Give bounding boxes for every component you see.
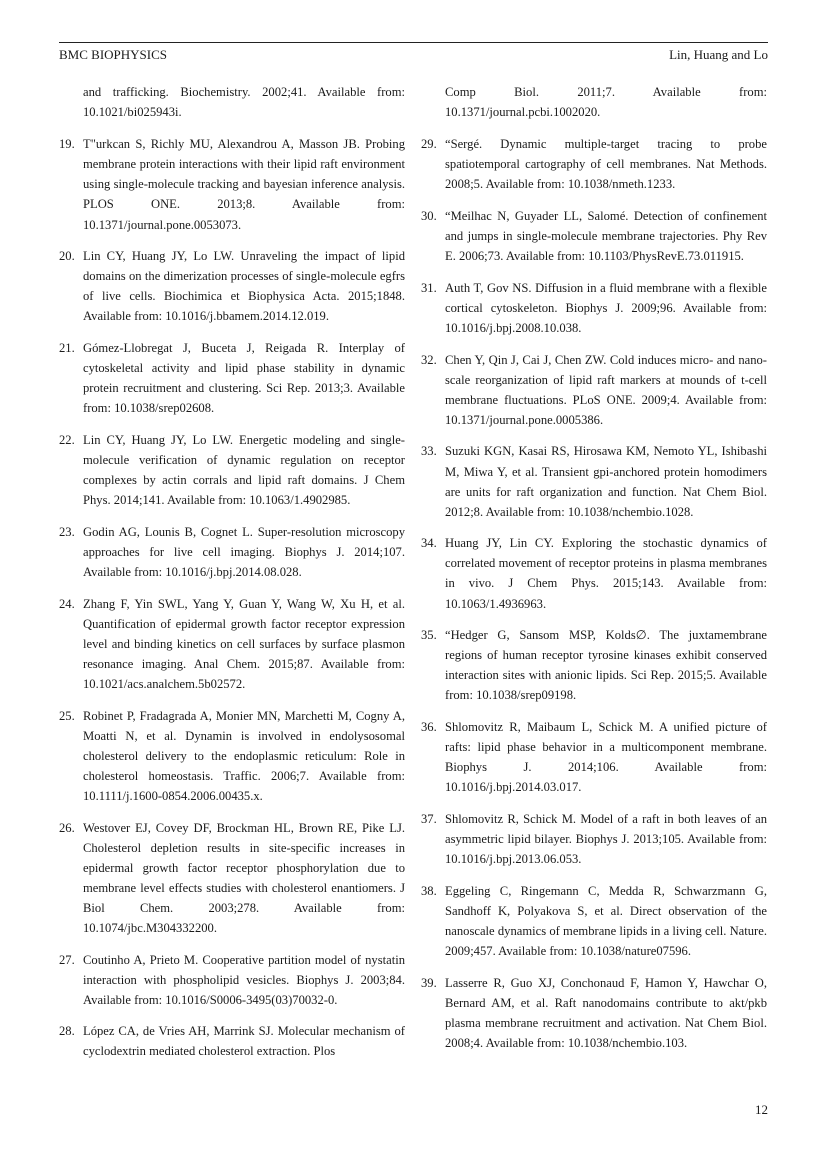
reference-entry bbox=[59, 246, 405, 326]
reference-number: 24. bbox=[59, 596, 75, 611]
reference-text: Suzuki KGN, Kasai RS, Hirosawa KM, Nemoto YL, Ishibashi M, Miwa Y, et al. Transient gpi-anchored protein homodimers are units for raft organization and function. Nat Chem Biol. 2012;8. Available from: 10.1038/nchembio.1028. bbox=[445, 444, 767, 519]
running-header bbox=[59, 47, 768, 63]
reference-number: 20. bbox=[59, 249, 75, 264]
reference-number: 34. bbox=[421, 536, 437, 551]
reference-number: 30. bbox=[421, 208, 437, 223]
reference-number: 19. bbox=[59, 137, 75, 152]
reference-entry bbox=[421, 717, 767, 797]
reference-entry bbox=[421, 441, 767, 521]
reference-text: Robinet P, Fradagrada A, Monier MN, Marchetti M, Cogny A, Moatti N, et al. Dynamin is involved in endolysosomal cholesterol delivery to the endoplasmic reticulum: Role in cholesterol homeostasis. Traffic. 2006;7. Available from: 10.1111/j.1600-0854.2006.00435.x. bbox=[83, 708, 405, 803]
reference-text: Lin CY, Huang JY, Lo LW. Energetic modeling and single-molecule verification of dynamic regulation on receptor complexes by actin corrals and lipid raft domains. J Chem Phys. 2014;141. Available from: 10.1063/1.4902985. bbox=[83, 432, 405, 508]
reference-entry bbox=[421, 82, 767, 122]
reference-number: 37. bbox=[421, 811, 437, 826]
reference-entry bbox=[59, 706, 405, 806]
reference-text: Coutinho A, Prieto M. Cooperative partition model of nystatin interaction with phospholipid vesicles. Biophys J. 2003;84. Available from: 10.1016/S0006-3495(03)70032-0. bbox=[83, 952, 405, 1007]
reference-entry bbox=[59, 950, 405, 1010]
reference-entry bbox=[421, 350, 767, 430]
reference-number: 31. bbox=[421, 280, 437, 295]
reference-entry bbox=[59, 82, 405, 122]
reference-number: 22. bbox=[59, 432, 75, 447]
reference-text: Eggeling C, Ringemann C, Medda R, Schwarzmann G, Sandhoff K, Polyakova S, et al. Direct observation of the nanoscale dynamics of membrane lipids in a living cell. Nature. 2009;457. Available from: 10.1038/nature07596. bbox=[445, 883, 767, 958]
reference-entry bbox=[421, 206, 767, 266]
reference-number: 39. bbox=[421, 975, 437, 990]
reference-number: 27. bbox=[59, 952, 75, 967]
reference-entry bbox=[421, 625, 767, 705]
reference-entry bbox=[421, 809, 767, 869]
reference-entry bbox=[421, 533, 767, 613]
page-number: 12 bbox=[755, 1102, 768, 1117]
reference-number: 21. bbox=[59, 341, 75, 356]
reference-number: 32. bbox=[421, 352, 437, 367]
reference-entry bbox=[421, 278, 767, 338]
reference-text: Lin CY, Huang JY, Lo LW. Unraveling the impact of lipid domains on the dimerization processes of single-molecule egfrs of live cells. Biochimica et Biophysica Acta. 2015;1848. Available from: 10.1016/j.bbamem.2014.12.019. bbox=[83, 249, 405, 324]
reference-number: 36. bbox=[421, 720, 437, 735]
reference-number: 23. bbox=[59, 524, 75, 539]
reference-entry bbox=[59, 338, 405, 418]
reference-text: Lasserre R, Guo XJ, Conchonaud F, Hamon Y, Hawchar O, Bernard AM, et al. Raft nanodomains contribute to akt/pkb plasma membrane recruitment and activation. Nat Chem Biol. 2008;4. Available from: 10.1038/nchembio.103. bbox=[445, 975, 767, 1050]
reference-entry bbox=[421, 134, 767, 194]
reference-text: “Sergé. Dynamic multiple-target tracing to probe spatiotemporal cartography of cell membranes. Nat Methods. 2008;5. Available from: 10.1038/nmeth.1233. bbox=[445, 137, 767, 192]
reference-text: Huang JY, Lin CY. Exploring the stochastic dynamics of correlated movement of receptor proteins in plasma membranes in vivo. J Chem Phys. 2015;143. Available from: 10.1063/1.4936963. bbox=[445, 536, 767, 611]
reference-text: Godin AG, Lounis B, Cognet L. Super-resolution microscopy approaches for live cell imaging. Biophys J. 2014;107. Available from: 10.1016/j.bpj.2014.08.028. bbox=[83, 524, 405, 579]
reference-text: Chen Y, Qin J, Cai J, Chen ZW. Cold induces micro- and nano-scale reorganization of lipid raft markers at mounds of t-cell membrane fluctuations. PLoS ONE. 2009;4. Available from: 10.1371/journal.pone.0005386. bbox=[445, 352, 767, 427]
reference-entry bbox=[59, 522, 405, 582]
reference-text: Shlomovitz R, Schick M. Model of a raft in both leaves of an asymmetric lipid bilayer. Biophys J. 2013;105. Available from: 10.1016/j.bpj.2013.06.053. bbox=[445, 811, 767, 867]
reference-entry bbox=[59, 818, 405, 939]
reference-text: “Hedger G, Sansom MSP, Kolds∅. The juxtamembrane regions of human receptor tyrosine kinases exhibit conserved interaction sites with anionic lipids. Sci Rep. 2015;5. Available from: 10.1038/srep09198. bbox=[445, 628, 767, 703]
reference-number: 35. bbox=[421, 628, 437, 643]
running-authors: Lin, Huang and Lo bbox=[669, 47, 768, 62]
reference-text: Gómez-Llobregat J, Buceta J, Reigada R. Interplay of cytoskeletal activity and lipid phase stability in dynamic protein recruitment and clustering. Sci Rep. 2013;3. Available from: 10.1038/srep02608. bbox=[83, 341, 405, 416]
reference-entry bbox=[421, 973, 767, 1053]
reference-text: T"urkcan S, Richly MU, Alexandrou A, Masson JB. Probing membrane protein interactions with their lipid raft environment using single-molecule tracking and bayesian inference analysis. PLOS ONE. 2013;8. Available from: 10.1371/journal.pone.0053073. bbox=[83, 137, 405, 232]
reference-number: 26. bbox=[59, 820, 75, 835]
reference-text: López CA, de Vries AH, Marrink SJ. Molecular mechanism of cyclodextrin mediated cholesterol extraction. Plos bbox=[83, 1024, 405, 1059]
reference-number: 28. bbox=[59, 1024, 75, 1039]
reference-text: “Meilhac N, Guyader LL, Salomé. Detection of confinement and jumps in single-molecule membrane trajectories. Phy Rev E. 2006;73. Available from: 10.1103/PhysRevE.73.011915. bbox=[445, 208, 767, 264]
reference-number: 25. bbox=[59, 708, 75, 723]
reference-number: 33. bbox=[421, 444, 437, 459]
reference-text: Comp Biol. 2011;7. Available from: 10.1371/journal.pcbi.1002020. bbox=[445, 85, 767, 120]
reference-entry bbox=[59, 134, 405, 234]
journal-name: BMC BIOPHYSICS bbox=[59, 47, 168, 62]
reference-text: Shlomovitz R, Maibaum L, Schick M. A unified picture of rafts: lipid phase behavior in a multicomponent membrane. Biophys J. 2014;106. Available from: 10.1016/j.bpj.2014.03.017. bbox=[445, 720, 767, 795]
references-left-column bbox=[59, 82, 405, 1073]
reference-entry bbox=[59, 1021, 405, 1061]
reference-text: Westover EJ, Covey DF, Brockman HL, Brown RE, Pike LJ. Cholesterol depletion results in site-specific increases in epidermal growth factor receptor phosphorylation due to membrane level effects studies with cholesterol enantiomers. J Biol Chem. 2003;278. Available from: 10.1074/jbc.M304332200. bbox=[83, 820, 405, 935]
reference-text: Auth T, Gov NS. Diffusion in a fluid membrane with a flexible cortical cytoskeleton. Biophys J. 2009;96. Available from: 10.1016/j.bpj.2008.10.038. bbox=[445, 280, 767, 335]
reference-text: Zhang F, Yin SWL, Yang Y, Guan Y, Wang W, Xu H, et al. Quantification of epidermal growth factor receptor expression level and binding kinetics on cell surfaces by surface plasmon resonance imaging. Anal Chem. 2015;87. Available from: 10.1021/acs.analchem.5b02572. bbox=[83, 596, 405, 691]
reference-text: and trafficking. Biochemistry. 2002;41. Available from: 10.1021/bi025943i. bbox=[83, 85, 405, 120]
reference-entry bbox=[59, 430, 405, 510]
header-rule bbox=[59, 42, 768, 43]
reference-entry bbox=[421, 881, 767, 961]
reference-number: 29. bbox=[421, 137, 437, 152]
reference-entry bbox=[59, 594, 405, 694]
references-right-column bbox=[421, 82, 767, 1064]
reference-number: 38. bbox=[421, 883, 437, 898]
